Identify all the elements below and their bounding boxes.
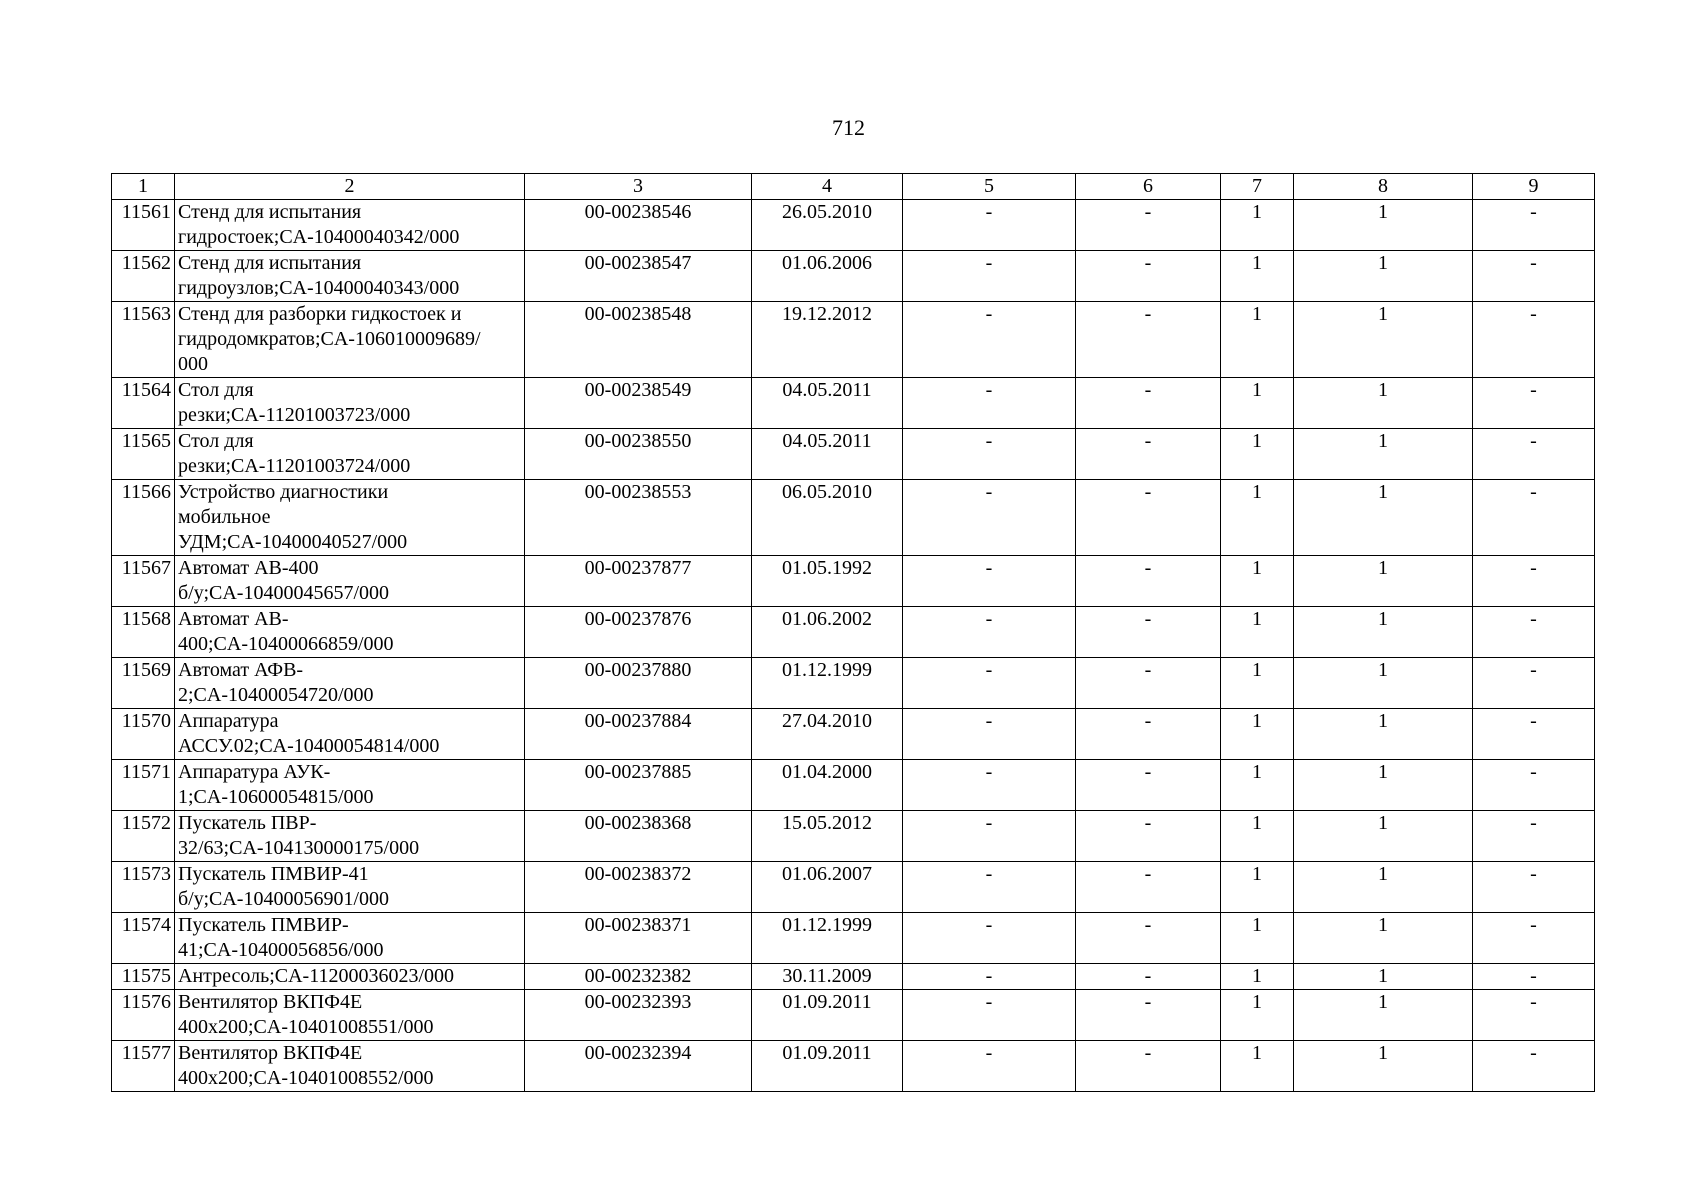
column-7-cell: 1: [1221, 760, 1294, 811]
item-name-cell: [175, 913, 525, 964]
column-6-cell: -: [1076, 251, 1221, 302]
item-name-line: Пускатель ПВР-: [178, 812, 317, 834]
column-header-3: 3: [525, 174, 752, 200]
item-name-line: Вентилятор ВКПФ4Е: [178, 991, 363, 1013]
column-7-cell: 1: [1221, 378, 1294, 429]
column-8-cell: 1: [1294, 964, 1473, 990]
inventory-code-cell: 00-00238546: [525, 200, 752, 251]
column-5-cell: -: [903, 302, 1076, 378]
date-cell: 01.09.2011: [752, 1041, 903, 1092]
column-7-cell: 1: [1221, 964, 1294, 990]
item-name-line: Аппаратура АУК-: [178, 761, 331, 783]
date-cell: 15.05.2012: [752, 811, 903, 862]
row-number-cell: 11573: [112, 862, 175, 913]
item-name-line: Стенд для испытания: [178, 201, 362, 223]
inventory-code-cell: 00-00232394: [525, 1041, 752, 1092]
column-9-cell: -: [1473, 556, 1595, 607]
item-name-line: мобильное: [178, 506, 271, 528]
column-7-cell: 1: [1221, 556, 1294, 607]
item-name-line: Антресоль;CA-11200036023/000: [178, 965, 455, 987]
column-9-cell: -: [1473, 811, 1595, 862]
inventory-code-cell: 00-00238547: [525, 251, 752, 302]
column-header-6: 6: [1076, 174, 1221, 200]
date-cell: 01.12.1999: [752, 658, 903, 709]
inventory-code-cell: 00-00238548: [525, 302, 752, 378]
column-5-cell: -: [903, 709, 1076, 760]
column-6-cell: -: [1076, 429, 1221, 480]
item-name-line: 2;CA-10400054720/000: [178, 684, 374, 706]
inventory-code-cell: 00-00237885: [525, 760, 752, 811]
item-name-cell: [175, 429, 525, 480]
inventory-code-cell: 00-00238549: [525, 378, 752, 429]
item-name-cell: [175, 862, 525, 913]
item-name-line: Стол для: [178, 430, 254, 452]
column-8-cell: 1: [1294, 556, 1473, 607]
item-name-cell: [175, 251, 525, 302]
table-row: [112, 811, 1595, 862]
column-9-cell: -: [1473, 964, 1595, 990]
column-6-cell: -: [1076, 990, 1221, 1041]
column-7-cell: 1: [1221, 302, 1294, 378]
table-row: [112, 964, 1595, 990]
column-5-cell: -: [903, 811, 1076, 862]
column-7-cell: 1: [1221, 862, 1294, 913]
inventory-code-cell: 00-00237877: [525, 556, 752, 607]
row-number-cell: 11563: [112, 302, 175, 378]
column-9-cell: -: [1473, 862, 1595, 913]
inventory-code-cell: 00-00238371: [525, 913, 752, 964]
column-6-cell: -: [1076, 964, 1221, 990]
item-name-cell: [175, 658, 525, 709]
date-cell: 30.11.2009: [752, 964, 903, 990]
column-8-cell: 1: [1294, 607, 1473, 658]
column-header-5: 5: [903, 174, 1076, 200]
row-number-cell: 11577: [112, 1041, 175, 1092]
column-8-cell: 1: [1294, 709, 1473, 760]
item-name-line: Автомат АВ-: [178, 608, 289, 630]
row-number-cell: 11566: [112, 480, 175, 556]
item-name-line: Пускатель ПМВИР-41: [178, 863, 369, 885]
column-8-cell: 1: [1294, 913, 1473, 964]
date-cell: 04.05.2011: [752, 378, 903, 429]
item-name-line: Автомат АВ-400: [178, 557, 319, 579]
row-number-cell: 11568: [112, 607, 175, 658]
column-6-cell: -: [1076, 658, 1221, 709]
column-5-cell: -: [903, 1041, 1076, 1092]
item-name-cell: [175, 760, 525, 811]
column-6-cell: -: [1076, 556, 1221, 607]
column-9-cell: -: [1473, 990, 1595, 1041]
column-6-cell: -: [1076, 480, 1221, 556]
column-6-cell: -: [1076, 607, 1221, 658]
column-5-cell: -: [903, 658, 1076, 709]
column-6-cell: -: [1076, 862, 1221, 913]
column-8-cell: 1: [1294, 200, 1473, 251]
date-cell: 01.04.2000: [752, 760, 903, 811]
item-name-cell: [175, 811, 525, 862]
inventory-code-cell: 00-00238553: [525, 480, 752, 556]
item-name-line: Стенд для испытания: [178, 252, 362, 274]
item-name-line: Пускатель ПМВИР-: [178, 914, 349, 936]
column-9-cell: -: [1473, 658, 1595, 709]
column-9-cell: -: [1473, 378, 1595, 429]
date-cell: 01.06.2002: [752, 607, 903, 658]
table-row: [112, 990, 1595, 1041]
item-name-line: УДМ;CA-10400040527/000: [178, 531, 408, 553]
column-header-2: 2: [175, 174, 525, 200]
table-row: [112, 556, 1595, 607]
column-7-cell: 1: [1221, 251, 1294, 302]
column-header-4: 4: [752, 174, 903, 200]
column-5-cell: -: [903, 556, 1076, 607]
item-name-cell: [175, 990, 525, 1041]
column-5-cell: -: [903, 480, 1076, 556]
date-cell: 01.06.2007: [752, 862, 903, 913]
table-row: [112, 709, 1595, 760]
item-name-line: резки;CA-11201003724/000: [178, 455, 411, 477]
table-row: [112, 1041, 1595, 1092]
item-name-cell: [175, 709, 525, 760]
column-6-cell: -: [1076, 709, 1221, 760]
row-number-cell: 11565: [112, 429, 175, 480]
column-header-8: 8: [1294, 174, 1473, 200]
column-9-cell: -: [1473, 709, 1595, 760]
table-row: [112, 200, 1595, 251]
table-row: [112, 607, 1595, 658]
date-cell: 01.09.2011: [752, 990, 903, 1041]
item-name-line: Устройство диагностики: [178, 481, 389, 503]
item-name-line: Автомат АФВ-: [178, 659, 304, 681]
inventory-code-cell: 00-00232382: [525, 964, 752, 990]
column-8-cell: 1: [1294, 1041, 1473, 1092]
column-5-cell: -: [903, 251, 1076, 302]
item-name-cell: [175, 1041, 525, 1092]
column-7-cell: 1: [1221, 1041, 1294, 1092]
table-row: [112, 913, 1595, 964]
column-9-cell: -: [1473, 200, 1595, 251]
item-name-line: 400х200;CA-10401008551/000: [178, 1016, 434, 1038]
column-9-cell: -: [1473, 760, 1595, 811]
column-8-cell: 1: [1294, 658, 1473, 709]
table-row: [112, 658, 1595, 709]
column-9-cell: -: [1473, 913, 1595, 964]
item-name-line: 000: [178, 353, 208, 375]
date-cell: 01.05.1992: [752, 556, 903, 607]
column-9-cell: -: [1473, 1041, 1595, 1092]
inventory-code-cell: 00-00237884: [525, 709, 752, 760]
inventory-code-cell: 00-00238368: [525, 811, 752, 862]
column-9-cell: -: [1473, 251, 1595, 302]
page-number: 712: [832, 115, 865, 140]
column-8-cell: 1: [1294, 760, 1473, 811]
item-name-cell: [175, 378, 525, 429]
column-8-cell: 1: [1294, 811, 1473, 862]
table-row: [112, 251, 1595, 302]
item-name-line: Вентилятор ВКПФ4Е: [178, 1042, 363, 1064]
row-number-cell: 11575: [112, 964, 175, 990]
item-name-line: 41;CA-10400056856/000: [178, 939, 384, 961]
column-6-cell: -: [1076, 378, 1221, 429]
item-name-cell: [175, 480, 525, 556]
table-row: [112, 862, 1595, 913]
row-number-cell: 11569: [112, 658, 175, 709]
column-8-cell: 1: [1294, 480, 1473, 556]
column-7-cell: 1: [1221, 429, 1294, 480]
item-name-line: резки;CA-11201003723/000: [178, 404, 411, 426]
column-6-cell: -: [1076, 1041, 1221, 1092]
row-number-cell: 11561: [112, 200, 175, 251]
item-name-line: б/у;CA-10400045657/000: [178, 582, 390, 604]
column-7-cell: 1: [1221, 658, 1294, 709]
row-number-cell: 11574: [112, 913, 175, 964]
column-7-cell: 1: [1221, 913, 1294, 964]
date-cell: 01.12.1999: [752, 913, 903, 964]
column-8-cell: 1: [1294, 990, 1473, 1041]
column-6-cell: -: [1076, 200, 1221, 251]
asset-register-table: [111, 173, 1595, 1092]
item-name-line: Стенд для разборки гидкостоек и: [178, 303, 462, 325]
date-cell: 26.05.2010: [752, 200, 903, 251]
column-5-cell: -: [903, 990, 1076, 1041]
row-number-cell: 11576: [112, 990, 175, 1041]
item-name-line: Аппаратура: [178, 710, 279, 732]
column-header-7: 7: [1221, 174, 1294, 200]
item-name-line: гидродомкратов;CA-106010009689/: [178, 328, 481, 350]
inventory-code-cell: 00-00238372: [525, 862, 752, 913]
row-number-cell: 11571: [112, 760, 175, 811]
column-5-cell: -: [903, 607, 1076, 658]
column-7-cell: 1: [1221, 709, 1294, 760]
table-row: [112, 378, 1595, 429]
table-row: [112, 429, 1595, 480]
item-name-cell: [175, 200, 525, 251]
column-8-cell: 1: [1294, 378, 1473, 429]
table-row: [112, 302, 1595, 378]
column-5-cell: -: [903, 200, 1076, 251]
item-name-line: Стол для: [178, 379, 254, 401]
column-7-cell: 1: [1221, 607, 1294, 658]
column-6-cell: -: [1076, 913, 1221, 964]
column-8-cell: 1: [1294, 302, 1473, 378]
column-5-cell: -: [903, 862, 1076, 913]
date-cell: 27.04.2010: [752, 709, 903, 760]
date-cell: 19.12.2012: [752, 302, 903, 378]
item-name-line: 32/63;CA-104130000175/000: [178, 837, 420, 859]
inventory-code-cell: 00-00238550: [525, 429, 752, 480]
column-6-cell: -: [1076, 302, 1221, 378]
column-9-cell: -: [1473, 607, 1595, 658]
column-header-1: 1: [112, 174, 175, 200]
row-number-cell: 11562: [112, 251, 175, 302]
column-header-9: 9: [1473, 174, 1595, 200]
inventory-code-cell: 00-00232393: [525, 990, 752, 1041]
inventory-code-cell: 00-00237880: [525, 658, 752, 709]
item-name-cell: [175, 964, 525, 990]
column-8-cell: 1: [1294, 862, 1473, 913]
column-7-cell: 1: [1221, 480, 1294, 556]
row-number-cell: 11564: [112, 378, 175, 429]
column-8-cell: 1: [1294, 251, 1473, 302]
column-5-cell: -: [903, 429, 1076, 480]
column-7-cell: 1: [1221, 200, 1294, 251]
item-name-cell: [175, 607, 525, 658]
item-name-line: 400;CA-10400066859/000: [178, 633, 394, 655]
row-number-cell: 11567: [112, 556, 175, 607]
column-7-cell: 1: [1221, 990, 1294, 1041]
item-name-line: 400х200;CA-10401008552/000: [178, 1067, 434, 1089]
item-name-cell: [175, 302, 525, 378]
column-9-cell: -: [1473, 480, 1595, 556]
item-name-line: б/у;CA-10400056901/000: [178, 888, 390, 910]
column-6-cell: -: [1076, 760, 1221, 811]
column-6-cell: -: [1076, 811, 1221, 862]
item-name-line: гидростоек;CA-10400040342/000: [178, 226, 460, 248]
column-8-cell: 1: [1294, 429, 1473, 480]
date-cell: 01.06.2006: [752, 251, 903, 302]
item-name-cell: [175, 556, 525, 607]
date-cell: 06.05.2010: [752, 480, 903, 556]
column-5-cell: -: [903, 913, 1076, 964]
item-name-line: АССУ.02;CA-10400054814/000: [178, 735, 440, 757]
column-5-cell: -: [903, 760, 1076, 811]
column-5-cell: -: [903, 964, 1076, 990]
header-row: [112, 174, 1595, 200]
column-5-cell: -: [903, 378, 1076, 429]
row-number-cell: 11570: [112, 709, 175, 760]
table-body: [112, 200, 1595, 1092]
column-7-cell: 1: [1221, 811, 1294, 862]
inventory-code-cell: 00-00237876: [525, 607, 752, 658]
row-number-cell: 11572: [112, 811, 175, 862]
column-9-cell: -: [1473, 302, 1595, 378]
item-name-line: гидроузлов;CA-10400040343/000: [178, 277, 460, 299]
column-9-cell: -: [1473, 429, 1595, 480]
item-name-line: 1;CA-10600054815/000: [178, 786, 374, 808]
table-row: [112, 760, 1595, 811]
date-cell: 04.05.2011: [752, 429, 903, 480]
table-row: [112, 480, 1595, 556]
